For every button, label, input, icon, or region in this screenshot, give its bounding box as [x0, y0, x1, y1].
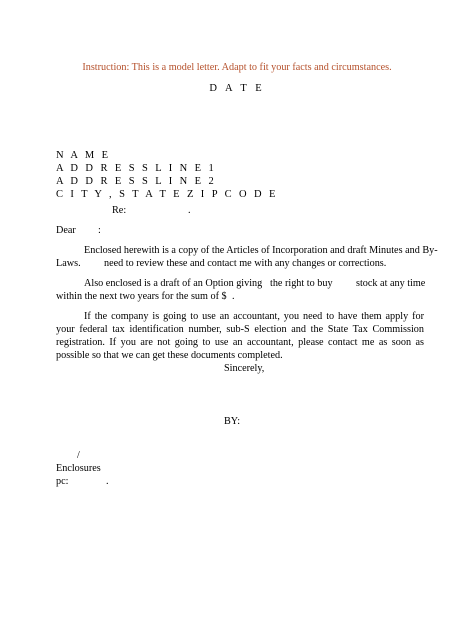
recipient-name: N A M E: [56, 150, 111, 161]
paragraph-2-line-1b: the right to buy: [270, 278, 333, 289]
recipient-address-line-1: A D D R E S S L I N E 1: [56, 163, 217, 174]
by-label: BY:: [224, 416, 241, 427]
salutation-punct: :: [98, 225, 101, 236]
paragraph-2-line-2b: .: [232, 291, 235, 302]
date-placeholder: D A T E: [209, 83, 265, 94]
salutation-label: Dear: [56, 225, 76, 236]
paragraph-2-line-2a: within the next two years for the sum of $: [56, 291, 227, 302]
paragraph-1-line-2a: Laws.: [56, 258, 81, 269]
pc-value: .: [106, 476, 109, 487]
paragraph-2-line-1c: stock at any time: [356, 278, 426, 289]
paragraph-2-line-1a: Also enclosed is a draft of an Option giving: [84, 278, 263, 289]
re-label: Re:: [112, 205, 127, 216]
paragraph-1-line-2b: need to review these and contact me with any changes or corrections.: [104, 258, 387, 269]
recipient-address-line-2: A D D R E S S L I N E 2: [56, 176, 217, 187]
pc-label: pc:: [56, 476, 69, 487]
instruction-note: Instruction: This is a model letter. Adapt to fit your facts and circumstances.: [82, 62, 392, 73]
enclosures-label: Enclosures: [56, 463, 101, 474]
paragraph-1-line-1: Enclosed herewith is a copy of the Articles of Incorporation and draft Minutes and By-: [84, 245, 438, 256]
re-value: .: [188, 205, 191, 216]
paragraph-3: If the company is going to use an accountant, you need to have them apply for your federal tax identification number, sub-S election and the State Tax Commission registration. If you are not going to use an accountant, please contact me as soon as possible so that we can get these documents completed.: [56, 311, 424, 361]
recipient-city-state-zip: C I T Y , S T A T E Z I P C O D E: [56, 189, 278, 200]
initials-slash: /: [77, 450, 80, 461]
closing: Sincerely,: [224, 363, 265, 374]
